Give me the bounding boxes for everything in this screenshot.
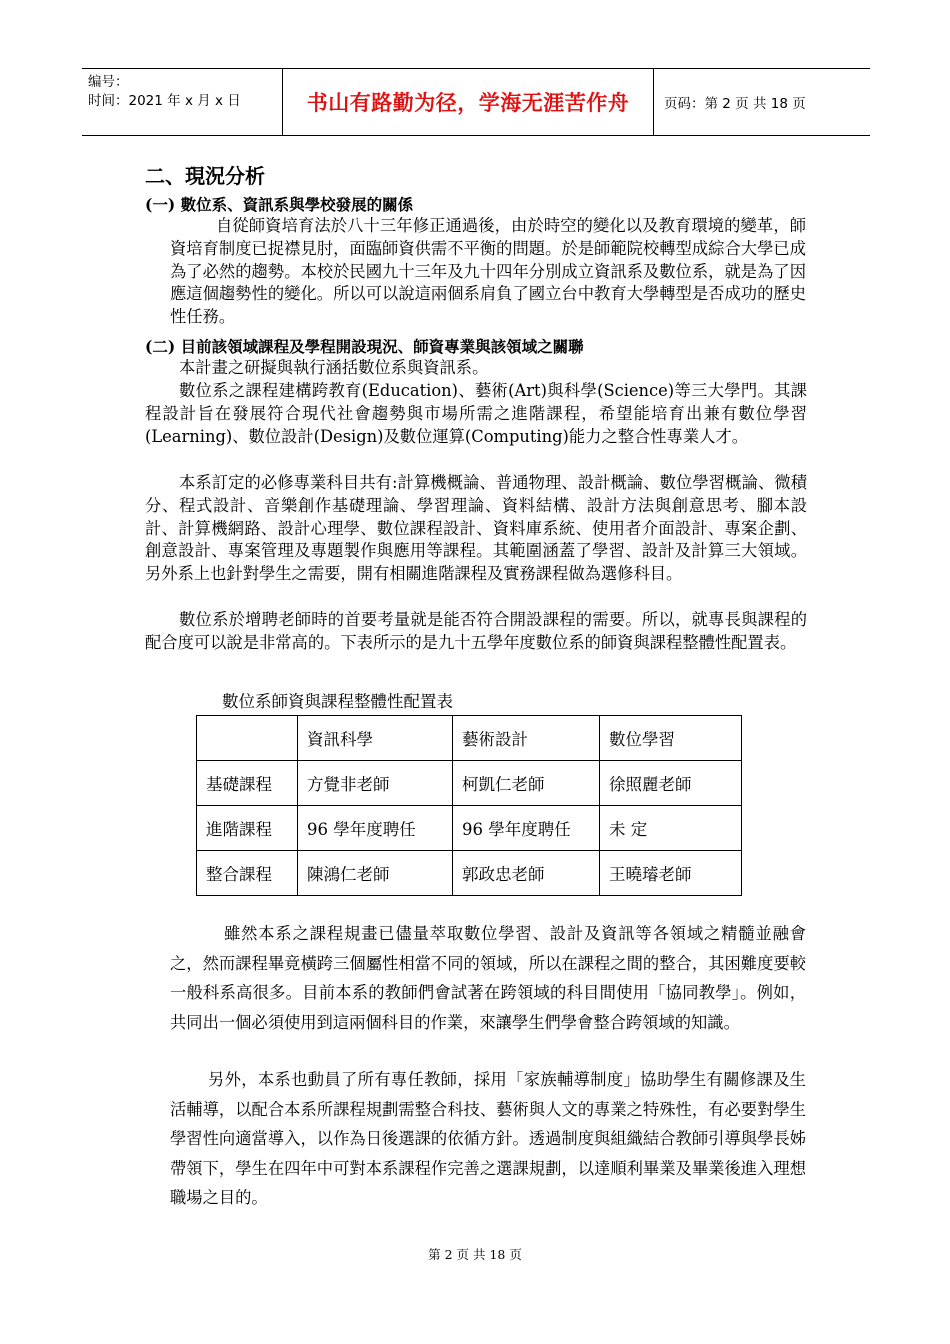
subsection-2-required-courses-paragraph: 本系訂定的必修專業科目共有:計算機概論、普通物理、設計概論、數位學習概論、微積分、程式設計、音樂創作基礎理論、學習理論、資料結構、設計方法與創意思考、腳本設計、計算機網路、設計心理學、數位課程設計、資料庫系統、使用者介面設計、專案企劃、創意設計、專案管理及專題製作與應用等課程。其範圍涵蓋了學習、設計及計算三大領域。另外系上也針對學生之需要，開有相關進階課程及實務課程做為選修科目。 (145, 473, 807, 584)
table-row (197, 761, 742, 806)
table-row-label: 進階課程 (197, 806, 298, 851)
table-cell: 方覺非老師 (298, 761, 453, 806)
page-footer: 第 2 页 共 18 页 (428, 1247, 522, 1262)
table-cell: 柯凱仁老師 (453, 761, 600, 806)
header-time: 时间：2021 年 x 月 x 日 (88, 93, 241, 109)
table-header-cell: 藝術設計 (453, 716, 600, 761)
table-header-cell: 數位學習 (600, 716, 742, 761)
faculty-course-table (196, 715, 742, 896)
header-page-info: 页码：第 2 页 共 18 页 (664, 96, 806, 112)
subsection-2-intro: 本計畫之研擬與執行涵括數位系與資訊系。 (179, 358, 489, 377)
header-meta (88, 73, 278, 111)
table-cell: 未 定 (600, 806, 742, 851)
table-cell: 96 學年度聘任 (298, 806, 453, 851)
table-cell: 徐照麗老師 (600, 761, 742, 806)
header-motto: 书山有路勤为径，学海无涯苦作舟 (306, 91, 630, 115)
subsection-2-heading: (二) 目前該領域課程及學程開設現況、師資專業與該領域之關聯 (145, 337, 584, 356)
table-row (197, 806, 742, 851)
table-cell: 96 學年度聘任 (453, 806, 600, 851)
header-motto-cell (282, 69, 654, 135)
section-title: 二、現況分析 (145, 164, 265, 188)
table-row-label: 整合課程 (197, 851, 298, 896)
subsection-2-faculty-paragraph: 數位系於增聘老師時的首要考量就是能否符合開設課程的需要。所以，就專長與課程的配合度可以說是非常高的。下表所示的是九十五學年度數位系的師資與課程整體性配置表。 (145, 610, 807, 652)
integration-paragraph: 雖然本系之課程規畫已儘量萃取數位學習、設計及資訊等各領域之精髓並融會之，然而課程畢竟橫跨三個屬性相當不同的領域，所以在課程之間的整合，其困難度要較一般科系高很多。目前本系的教師們會試著在跨領域的科目間使用「協同教學」。例如，共同出一個必須使用到這兩個科目的作業，來讓學生們學會整合跨領域的知識。 (170, 924, 806, 1032)
table-header-cell (197, 716, 298, 761)
table-row-label: 基礎課程 (197, 761, 298, 806)
subsection-1-heading: (一) 數位系、資訊系與學校發展的關係 (145, 195, 414, 214)
table-cell: 陳鴻仁老師 (298, 851, 453, 896)
table-cell: 郭政忠老師 (453, 851, 600, 896)
subsection-1-paragraph: 自從師資培育法於八十三年修正通過後，由於時空的變化以及教育環境的變革，師資培育制度已捉襟見肘，面臨師資供需不平衡的問題。於是師範院校轉型成綜合大學已成為了必然的趨勢。本校於民國九十三年及九十四年分別成立資訊系及數位系，就是為了因應這個趨勢性的變化。所以可以說這兩個系肩負了國立台中教育大學轉型是否成功的歷史性任務。 (170, 216, 806, 327)
page-header (82, 68, 870, 136)
subsection-2-curriculum-paragraph: 數位系之課程建構跨教育(Education)、藝術(Art)與科學(Science)等三大學門。其課程設計旨在發展符合現代社會趨勢與市場所需之進階課程，希望能培育出兼有數位學習(Learning)、數位設計(Design)及數位運算(Computing)能力之整合性專業人才。 (145, 381, 807, 446)
table-caption: 數位系師資與課程整體性配置表 (222, 692, 453, 711)
table-header-cell: 資訊科學 (298, 716, 453, 761)
table-header-row (197, 716, 742, 761)
mentoring-paragraph: 另外，本系也動員了所有專任教師，採用「家族輔導制度」協助學生有關修課及生活輔導，以配合本系所課程規劃需整合科技、藝術與人文的專業之特殊性，有必要對學生學習性向適當導入，以作為日後選課的依循方針。透過制度與組織結合教師引導與學長姊帶領下，學生在四年中可對本系課程作完善之選課規劃，以達順利畢業及畢業後進入理想職場之目的。 (170, 1070, 806, 1207)
table-cell: 王曉璿老師 (600, 851, 742, 896)
table-row (197, 851, 742, 896)
header-number: 编号： (88, 74, 129, 90)
